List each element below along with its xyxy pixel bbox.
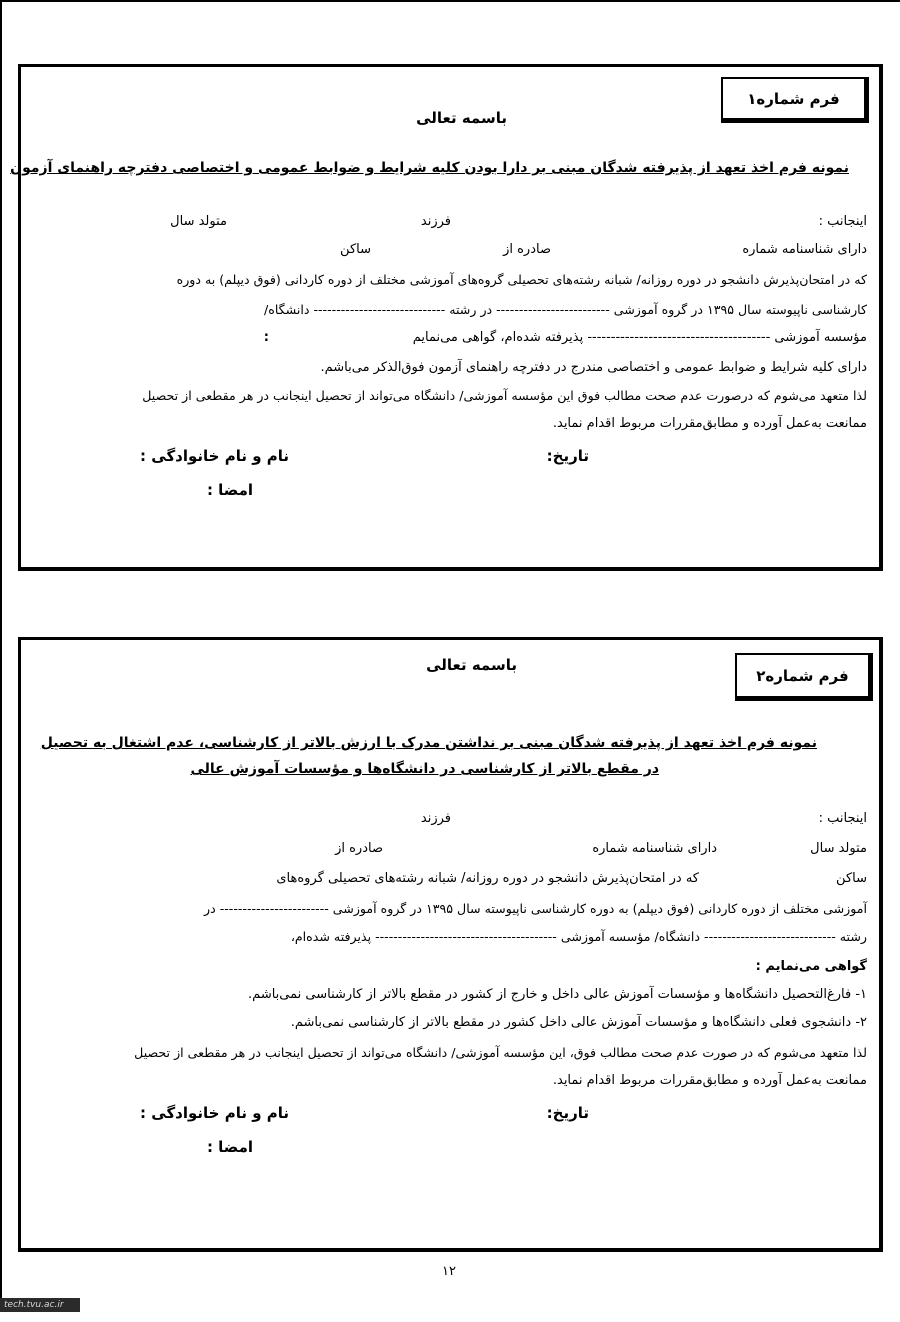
form2-line2-id: دارای شناسنامه شماره [592, 841, 717, 856]
site-watermark: tech.tvu.ac.ir [0, 1298, 80, 1312]
form2-line9: لذا متعهد می‌شوم که در صورت عدم صحت مطالب فوق، این مؤسسه آموزشی/ دانشگاه می‌تواند از تحصیل اینجانب در هر مقطعی از تحصیل [134, 1045, 867, 1060]
form1-line2-issued: صادره از [503, 242, 551, 257]
form1-line2-resident: ساکن [340, 242, 371, 257]
form2-line10: ممانعت به‌عمل آورده و مطابق‌مقررات مربوط اقدام نماید. [552, 1073, 867, 1088]
form2-line5: رشته ----------------------------- دانشگاه/ مؤسسه آموزشی ---------------------------------------- پذیرفته شده‌ام، [290, 929, 867, 944]
form1-line6: دارای کلیه شرایط و ضوابط عمومی و اختصاصی مندرج در دفترچه راهنمای آزمون فوق‌الذکر می‌باشم. [320, 360, 867, 375]
form2-date-label: تاریخ: [546, 1104, 589, 1122]
form2-line4: آموزشی مختلف از دوره کاردانی (فوق دیپلم) به دوره کارشناسی ناپیوسته سال ۱۳۹۵ در گروه آموزشی ------------------------ در [204, 901, 867, 916]
form1-title: نمونه فرم اخذ تعهد از پذیرفته شدگان مبنی بر دارا بودن کلیه شرایط و ضوابط عمومی و اختصاصی دفترچه راهنمای آزمون [10, 160, 849, 176]
form1-line1-born: متولد سال [170, 214, 227, 229]
form2-signature-label: امضا : [206, 1138, 253, 1156]
form2-title-line2: در مقطع بالاتر از کارشناسی در دانشگاه‌ها و مؤسسات آموزش عالی [190, 761, 659, 777]
page-number: ۱۲ [442, 1264, 456, 1279]
form2-line2-issued: صادره از [335, 841, 383, 856]
form1-date-label: تاریخ: [546, 447, 589, 465]
form2-heading: باسمه تعالی [426, 656, 517, 674]
left-border-line [0, 0, 2, 1300]
form1-line1-child-of: فرزند [420, 214, 451, 229]
form1-name-label: نام و نام خانوادگی : [140, 447, 289, 465]
form2-label: فرم شماره۲ [735, 653, 873, 701]
form1-line5: مؤسسه آموزشی --------------------------------------- پذیرفته شده‌ام، گواهی می‌نمایم [412, 330, 867, 345]
form1-line5-colon: : [263, 330, 269, 345]
form1-signature-label: امضا : [206, 481, 253, 499]
form2-line1-applicant: اینجانب : [818, 811, 867, 826]
form1-line4: کارشناسی ناپیوسته سال ۱۳۹۵ در گروه آموزشی ------------------------- در رشته ----------------------------- دانشگاه/ [263, 302, 867, 317]
form2-line3-body: که در امتحان‌پذیرش دانشجو در دوره روزانه/ شبانه رشته‌های تحصیلی گروه‌های [276, 871, 699, 886]
form1-line3: که در امتحان‌پذیرش دانشجو در دوره روزانه/ شبانه رشته‌های تحصیلی گروه‌های آموزشی مختلف از دوره کاردانی (فوق دیپلم) به دوره [176, 272, 867, 287]
form2-box [18, 637, 883, 1252]
top-border-line [0, 0, 900, 2]
form1-line1-applicant: اینجانب : [818, 214, 867, 229]
form1-line2-id: دارای شناسنامه شماره [742, 242, 867, 257]
form1-box [10, 64, 883, 571]
form1-line8: ممانعت به‌عمل آورده و مطابق‌مقررات مربوط اقدام نماید. [552, 416, 867, 431]
form2-line3-resident: ساکن [836, 871, 867, 886]
form1-line7: لذا متعهد می‌شوم که درصورت عدم صحت مطالب فوق این مؤسسه آموزشی/ دانشگاه می‌تواند از تحصیل اینجانب در هر مقطعی از تحصیل [142, 388, 867, 403]
form2-name-label: نام و نام خانوادگی : [140, 1104, 289, 1122]
form2-line6: گواهی می‌نمایم : [755, 959, 867, 974]
form1-label: فرم شماره۱ [721, 77, 869, 123]
form2-line8: ۲- دانشجوی فعلی دانشگاه‌ها و مؤسسات آموزش عالی داخل کشور در مقطع بالاتر از کارشناسی نمی‌باشم. [290, 1015, 867, 1030]
form2-line2-born: متولد سال [810, 841, 867, 856]
form2-line7: ۱- فارغ‌التحصیل دانشگاه‌ها و مؤسسات آموزش عالی داخل و خارج از کشور در مقطع بالاتر از کارشناسی نمی‌باشم. [248, 987, 867, 1002]
form2-title-line1: نمونه فرم اخذ تعهد از پذیرفته شدگان مبنی بر نداشتن مدرک با ارزش بالاتر از کارشناسی، عدم اشتغال به تحصیل [40, 735, 817, 751]
form1-heading: باسمه تعالی [416, 109, 507, 127]
form2-line1-child-of: فرزند [420, 811, 451, 826]
